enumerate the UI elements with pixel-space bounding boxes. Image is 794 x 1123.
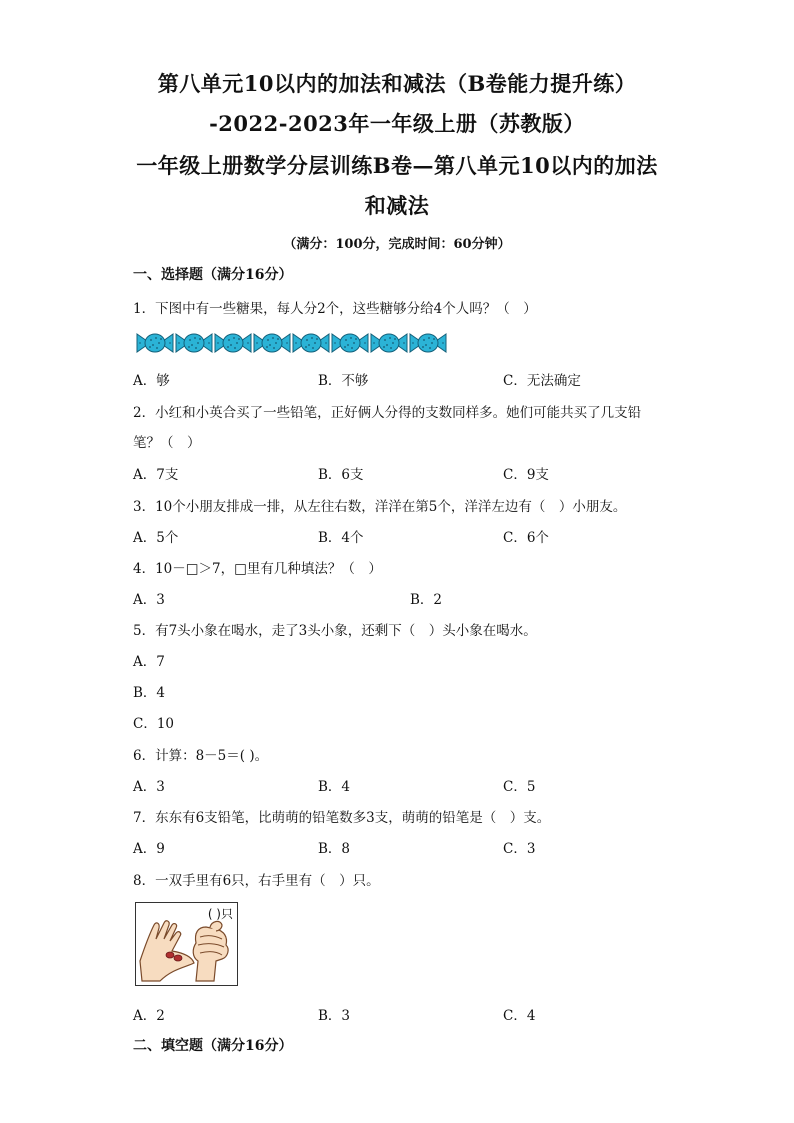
- q6-option-a[interactable]: A．3: [133, 779, 165, 795]
- q4-option-b[interactable]: B．2: [410, 592, 443, 608]
- candy-icon: [252, 328, 292, 358]
- q2-option-a[interactable]: A．7支: [133, 467, 179, 483]
- candy-row: [135, 328, 455, 362]
- q2-option-b[interactable]: B．6支: [318, 467, 364, 483]
- candy-icon: [291, 328, 331, 358]
- question-6: 6．计算：8－5＝( )。: [133, 748, 269, 764]
- exam-info: （满分：100分，完成时间：60分钟）: [283, 237, 511, 252]
- question-3: 3．10个小朋友排成一排，从左往右数，洋洋在第5个，洋洋左边有（ ）小朋友。: [133, 499, 627, 515]
- q7-option-c[interactable]: C．3: [503, 841, 536, 857]
- q7-option-b[interactable]: B．8: [318, 841, 351, 857]
- q4-option-a[interactable]: A．3: [133, 592, 165, 608]
- question-2-cont: 笔？（ ）: [133, 435, 201, 451]
- question-2: 2．小红和小英合买了一些铅笔，正好俩人分得的支数同样多。她们可能共买了几支铅: [133, 405, 642, 421]
- q6-option-b[interactable]: B．4: [318, 779, 351, 795]
- question-8: 8．一双手里有6只，右手里有（ ）只。: [133, 873, 380, 889]
- q1-option-a[interactable]: A．够: [133, 373, 170, 389]
- title-line-1: 第八单元10以内的加法和减法（B卷能力提升练）: [157, 71, 637, 96]
- hands-illustration: [135, 902, 238, 986]
- q8-option-b[interactable]: B．3: [318, 1008, 351, 1024]
- candy-icon: [330, 328, 370, 358]
- q1-option-c[interactable]: C．无法确定: [503, 373, 581, 389]
- q8-option-c[interactable]: C．4: [503, 1008, 536, 1024]
- q5-option-a[interactable]: A．7: [133, 654, 165, 670]
- title-line-3: 一年级上册数学分层训练B卷—第八单元10以内的加法: [136, 153, 658, 178]
- title-line-2: -2022-2023年一年级上册（苏教版）: [209, 111, 585, 136]
- question-1: 1．下图中有一些糖果，每人分2个，这些糖够分给4个人吗？（ ）: [133, 301, 537, 317]
- question-4: 4．10－□＞7，□里有几种填法？（ ）: [133, 561, 382, 577]
- section-heading-choice: 一、选择题（满分16分）: [133, 267, 293, 283]
- q5-option-b[interactable]: B．4: [133, 685, 166, 701]
- candy-icon: [213, 328, 253, 358]
- question-7: 7．东东有6支铅笔，比萌萌的铅笔数多3支，萌萌的铅笔是（ ）支。: [133, 810, 551, 826]
- q3-option-c[interactable]: C．6个: [503, 530, 549, 546]
- q3-option-a[interactable]: A．5个: [133, 530, 179, 546]
- question-5: 5．有7头小象在喝水，走了3头小象，还剩下（ ）头小象在喝水。: [133, 623, 537, 639]
- q8-option-a[interactable]: A．2: [133, 1008, 165, 1024]
- q1-option-b[interactable]: B．不够: [318, 373, 369, 389]
- candy-icon: [408, 328, 448, 358]
- q6-option-c[interactable]: C．5: [503, 779, 536, 795]
- q3-option-b[interactable]: B．4个: [318, 530, 364, 546]
- hands-label: ( )只: [207, 907, 233, 921]
- candy-icon: [369, 328, 409, 358]
- q2-option-c[interactable]: C．9支: [503, 467, 549, 483]
- candy-icon: [174, 328, 214, 358]
- q5-option-c[interactable]: C．10: [133, 716, 175, 732]
- q7-option-a[interactable]: A．9: [133, 841, 165, 857]
- title-line-4: 和减法: [364, 193, 430, 218]
- section-heading-fill: 二、填空题（满分16分）: [133, 1038, 293, 1054]
- candy-icon: [135, 328, 175, 358]
